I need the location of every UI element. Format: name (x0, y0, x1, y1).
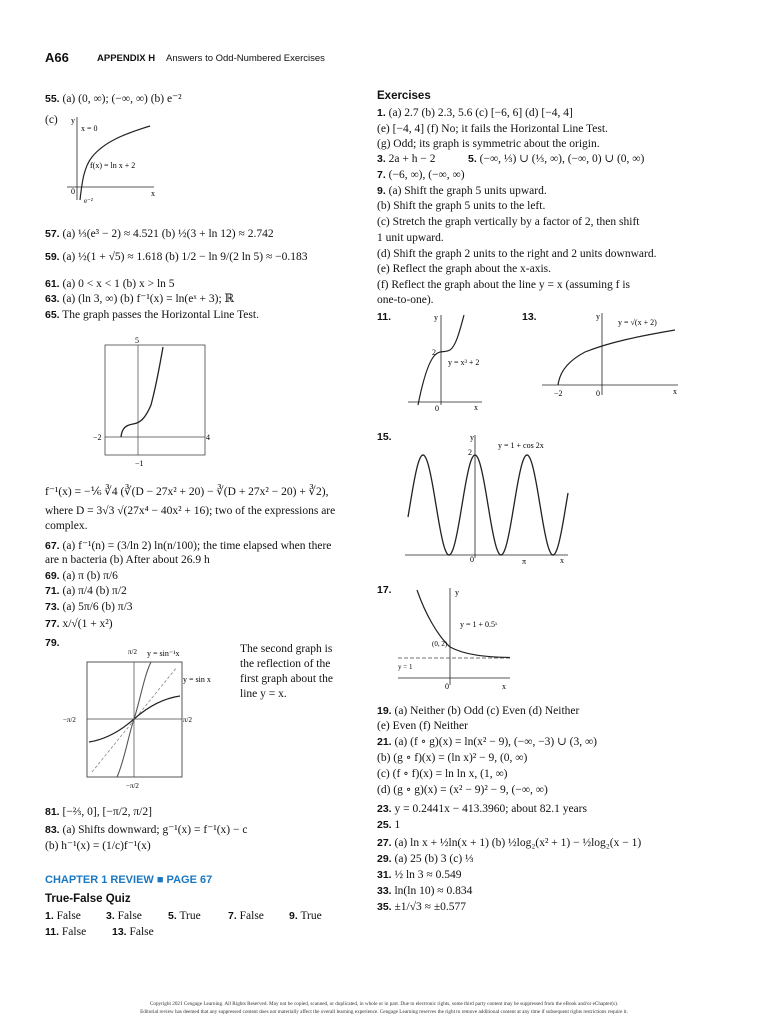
answer-r21a: 21. (a) (f ∘ g)(x) = ln(x² − 9), (−∞, −3) ∪ (3, ∞) (377, 736, 598, 748)
answer-r1b: (e) [−4, 4] (f) No; it fails the Horizontal Line Test. (377, 123, 608, 135)
tf-answer-11: 11. False (45, 926, 87, 938)
answer-r9b: (b) Shift the graph 5 units to the left. (377, 200, 546, 212)
answer-69: 69. (a) π (b) π/6 (45, 570, 118, 582)
copyright-line-1: Copyright 2021 Cengage Learning. All Rights Reserved. May not be copied, scanned, or duplicated, in whole or in part. Due to electronic rights, some third party content may be suppressed from the eBook and/or eChapter(s). (149, 1001, 619, 1007)
y-axis-label: y (455, 588, 459, 597)
x-intercept-label: −2 (554, 389, 563, 398)
answer-r9c: (c) Stretch the graph vertically by a factor of 2, then shift (377, 216, 640, 228)
appendix-label: APPENDIX H (97, 53, 156, 64)
graph-17 (395, 585, 515, 695)
tf-answer-3: 3. False (106, 910, 142, 922)
asymptote-label: y = 1 (398, 663, 413, 671)
function-label: y = 1 + 0.5ˣ (460, 620, 498, 629)
function-label: y = 1 + cos 2x (498, 441, 544, 450)
top-tick-label: π/2 (128, 648, 137, 656)
answer-r9a: 9. (a) Shift the graph 5 units upward. (377, 185, 547, 197)
origin-label: 0 (445, 682, 449, 691)
answer-r23: 23. y = 0.2441x − 413.3960; about 82.1 years (377, 803, 587, 815)
note-79-2: the reflection of the (240, 658, 331, 670)
graph-79 (62, 642, 211, 792)
y-max-label: 5 (135, 336, 139, 345)
answer-r25: 25. 1 (377, 819, 401, 831)
tf-answer-5: 5. True (168, 910, 201, 922)
answer-r21b: (b) (g ∘ f)(x) = (ln x)² − 9, (0, ∞) (377, 752, 528, 764)
max-label: 2 (468, 448, 472, 457)
answer-55c-label: (c) (45, 114, 58, 126)
tf-answer-9: 9. True (289, 910, 322, 922)
answer-r11: 11. (377, 311, 392, 323)
x-axis-label: x (151, 189, 155, 198)
answer-r1a: 1. (a) 2.7 (b) 2.3, 5.6 (c) [−6, 6] (d) [−4, 4] (377, 107, 573, 119)
copyright-line-2: Editorial review has deemed that any suppressed content does not materially affect the overall learning experience. Cengage Learning reserves the right to remove additional content at any time if subsequent rights restrictions require it. (140, 1009, 628, 1015)
function-label: f(x) = ln x + 2 (90, 161, 136, 170)
answer-r29: 29. (a) 25 (b) 3 (c) ⅓ (377, 853, 474, 865)
y-axis-label: y (470, 433, 474, 442)
answer-r9f2: one-to-one). (377, 294, 434, 306)
x-axis-label: x (673, 387, 677, 396)
answer-r1c: (g) Odd; its graph is symmetric about the origin. (377, 138, 600, 150)
asymptote-label: x = 0 (81, 124, 98, 133)
answer-63: 63. (a) (ln 3, ∞) (b) f⁻¹(x) = ln(eˣ + 3); ℝ (45, 293, 235, 305)
note-79-3: first graph about the (240, 673, 333, 685)
x-axis-label: x (474, 403, 478, 412)
where-line-1: where D = 3√3 √(27x⁴ − 40x² + 16); two of the expressions are (45, 505, 336, 517)
page-number: A66 (45, 50, 69, 65)
origin-label: 0 (71, 187, 75, 196)
origin-label: 0 (470, 555, 474, 564)
bottom-tick-label: −π/2 (126, 782, 139, 790)
true-false-heading: True-False Quiz (45, 893, 131, 905)
function-label: y = √(x + 2) (618, 318, 657, 327)
origin-label: 0 (435, 404, 439, 413)
arcsin-label: y = sin⁻¹x (147, 649, 180, 658)
answer-67b: are n bacteria (b) After about 26.9 h (45, 554, 210, 566)
graph-65 (85, 335, 220, 470)
answer-r33: 33. ln(ln 10) ≈ 0.834 (377, 885, 473, 897)
chapter-review-heading: CHAPTER 1 REVIEW ■ PAGE 67 (45, 874, 213, 886)
exercises-heading: Exercises (377, 90, 431, 102)
graph-13 (540, 310, 685, 400)
answer-81: 81. [−⅔, 0], [−π/2, π/2] (45, 806, 152, 818)
answer-r9c2: 1 unit upward. (377, 232, 444, 244)
answer-83b: (b) h⁻¹(x) = (1/c)f⁻¹(x) (45, 840, 151, 852)
answer-r35: 35. ±1/√3 ≈ ±0.577 (377, 901, 467, 913)
pi-label: π (522, 557, 527, 566)
graph-55c (62, 112, 162, 210)
answer-r15: 15. (377, 431, 392, 443)
answer-r31: 31. ½ ln 3 ≈ 0.549 (377, 869, 462, 881)
x-axis-label: x (502, 682, 506, 691)
intercept-label: 2 (432, 348, 436, 357)
answer-79: 79. (45, 637, 60, 649)
tf-answer-1: 1. False (45, 910, 81, 922)
answer-r21c: (c) (f ∘ f)(x) = ln ln x, (1, ∞) (377, 768, 508, 780)
function-label: y = x³ + 2 (448, 358, 480, 367)
answer-r13: 13. (522, 311, 537, 323)
left-tick-label: −π/2 (63, 716, 76, 724)
answer-61: 61. (a) 0 < x < 1 (b) x > ln 5 (45, 278, 175, 290)
answer-r19a: 19. (a) Neither (b) Odd (c) Even (d) Neither (377, 705, 580, 717)
tf-answer-13: 13. False (112, 926, 154, 938)
answer-r19b: (e) Even (f) Neither (377, 720, 468, 732)
y-axis-label: y (596, 312, 600, 321)
answer-73: 73. (a) 5π/6 (b) π/3 (45, 601, 133, 613)
answer-r21d: (d) (g ∘ g)(x) = (x² − 9)² − 9, (−∞, ∞) (377, 784, 548, 796)
answer-77: 77. x/√(1 + x²) (45, 618, 113, 630)
answer-71: 71. (a) π/4 (b) π/2 (45, 585, 127, 597)
sin-label: y = sin x (183, 675, 211, 684)
answer-r9f: (f) Reflect the graph about the line y = x (assuming f is (377, 279, 631, 291)
answer-59: 59. (a) ½(1 + √5) ≈ 1.618 (b) 1/2 − ln 9/(2 ln 5) ≈ −0.183 (45, 251, 308, 263)
answer-r3: 3. 2a + h − 2 (377, 153, 436, 165)
answer-r9e: (e) Reflect the graph about the x-axis. (377, 263, 552, 275)
point-label: (0, 2) (432, 640, 448, 648)
header-title: Answers to Odd-Numbered Exercises (166, 53, 325, 64)
where-line-2: complex. (45, 520, 88, 532)
graph-11 (400, 310, 490, 415)
answer-r9d: (d) Shift the graph 2 units to the right and 2 units downward. (377, 248, 657, 260)
tf-answer-7: 7. False (228, 910, 264, 922)
answer-67a: 67. (a) f⁻¹(n) = (3/ln 2) ln(n/100); the time elapsed when there (45, 540, 332, 552)
note-79-4: line y = x. (240, 688, 287, 700)
answer-83a: 83. (a) Shifts downward; g⁻¹(x) = f⁻¹(x) − c (45, 824, 248, 836)
answer-r5: 5. (−∞, ⅓) ∪ (⅓, ∞), (−∞, 0) ∪ (0, ∞) (468, 153, 645, 165)
answer-65: 65. The graph passes the Horizontal Line Test. (45, 309, 259, 321)
answer-r17: 17. (377, 584, 392, 596)
origin-label: 0 (596, 389, 600, 398)
answer-r27: 27. (a) ln x + ½ln(x + 1) (b) ½log₂(x² + 1) − ½log₂(x − 1) (377, 837, 642, 849)
y-min-label: −1 (135, 459, 144, 468)
graph-15 (400, 430, 575, 565)
note-79-1: The second graph is (240, 643, 333, 655)
y-axis-label: y (434, 313, 438, 322)
right-tick-label: π/2 (183, 716, 192, 724)
x-min-label: −2 (93, 433, 102, 442)
inverse-formula: f⁻¹(x) = −⅙ ∛4 (∛(D − 27x² + 20) − ∛(D + 27x² − 20) + ∛2), (45, 486, 329, 498)
answer-r7: 7. (−6, ∞), (−∞, ∞) (377, 169, 465, 181)
intercept-label: e⁻² (84, 197, 93, 205)
x-max-label: 4 (206, 433, 210, 442)
y-axis-label: y (71, 116, 75, 125)
x-axis-label: x (560, 556, 564, 565)
answer-57: 57. (a) ⅓(e³ − 2) ≈ 4.521 (b) ½(3 + ln 12) ≈ 2.742 (45, 228, 274, 240)
answer-55a: 55. (a) (0, ∞); (−∞, ∞) (b) e⁻² (45, 93, 182, 105)
